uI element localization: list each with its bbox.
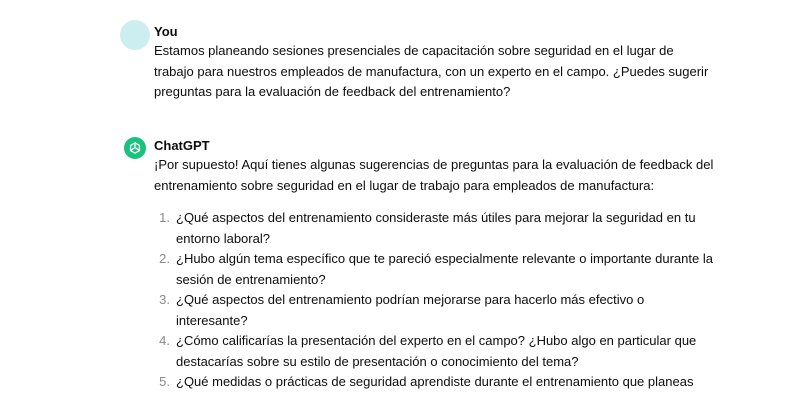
- list-item-number: 3.: [159, 292, 170, 307]
- list-item-number: 4.: [159, 333, 170, 348]
- user-message-text: [154, 41, 714, 103]
- list-item: [154, 290, 714, 331]
- list-item: [154, 249, 714, 290]
- list-item: [154, 331, 714, 372]
- list-item-text: ¿Qué medidas o prácticas de seguridad aprendiste durante el entrenamiento que planeas: [176, 374, 694, 389]
- assistant-intro: ¡Por supuesto! Aquí tienes algunas sugerencias de preguntas para la evaluación de feedback del entrenamiento sobre seguridad en el lugar de trabajo para empleados de manufactura:: [154, 157, 714, 193]
- list-item-number: 5.: [159, 374, 170, 389]
- list-item-number: 2.: [159, 251, 170, 266]
- list-item: [154, 372, 714, 393]
- suggestion-list: [154, 208, 714, 393]
- assistant-author-name: ChatGPT: [154, 138, 210, 153]
- list-item-text: ¿Qué aspectos del entrenamiento consideraste más útiles para mejorar la seguridad en tu entorno laboral?: [176, 210, 696, 246]
- list-item: [154, 208, 714, 249]
- list-item-text: ¿Cómo calificarías la presentación del experto en el campo? ¿Hubo algo en particular que destacarías sobre su estilo de presentación o conocimiento del tema?: [176, 333, 697, 369]
- list-item-number: 1.: [159, 210, 170, 225]
- user-author-name: You: [154, 24, 178, 39]
- openai-logo-icon: [124, 137, 146, 159]
- user-avatar: [120, 20, 150, 50]
- list-item-text: ¿Hubo algún tema específico que te pareció especialmente relevante o importante durante la sesión de entrenamiento?: [176, 251, 713, 287]
- user-message-paragraph: Estamos planeando sesiones presenciales de capacitación sobre seguridad en el lugar de trabajo para nuestros empleados de manufactura, con un experto en el campo. ¿Puedes sugerir preguntas para la evaluación de feedback del entrenamiento?: [154, 43, 709, 99]
- assistant-message-text: [154, 155, 714, 393]
- list-item-text: ¿Qué aspectos del entrenamiento podrían mejorarse para hacerlo más efectivo o interesante?: [176, 292, 645, 328]
